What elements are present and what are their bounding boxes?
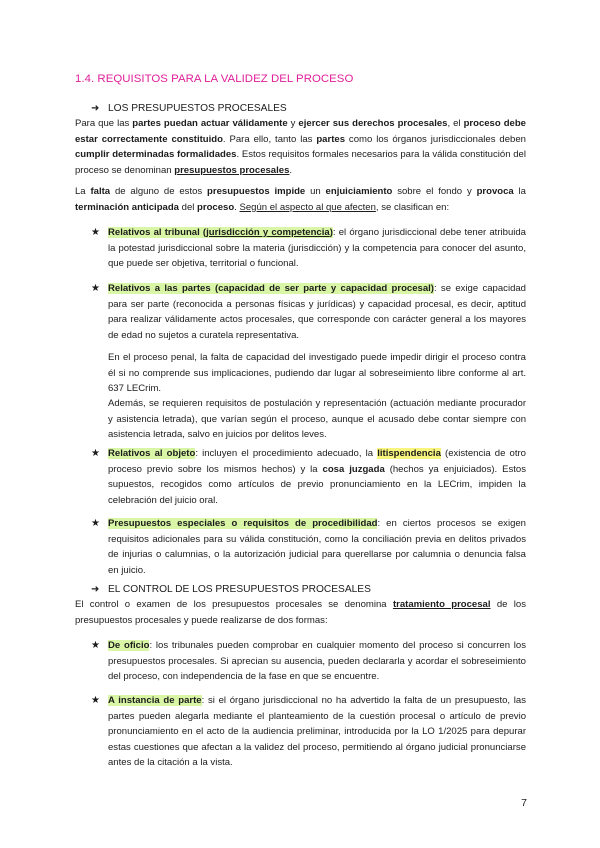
subheading-control: [91, 584, 371, 595]
star-icon: ★: [91, 695, 100, 706]
bullet-tribunal: Relativos al tribunal (jurisdicción y competencia): el órgano jurisdiccional debe tener atribuida la potestad jurisdiccional sobre la materia (jurisdicción) y la competencia para conocer del asunto, que puede ser objetiva, territorial o funcional.: [108, 227, 526, 269]
star-icon: ★: [91, 283, 100, 294]
right-arrow-icon: ➜: [91, 103, 100, 114]
intro-paragraph: Para que las partes puedan actuar válidamente y ejercer sus derechos procesales, el proceso debe estar correctamente constituido. Para ello, tanto las partes como los órganos jurisdiccionales deben cumplir determinadas formalidades. Estos requisitos formales necesarios para la válida constitución del proceso se denominan presupuestos procesales.: [75, 118, 526, 176]
bullet-de-oficio: De oficio: los tribunales pueden comprobar en cualquier momento del proceso si concurren los presupuestos procesales. Si aprecian su ausencia, pueden declararla y acordar el sobreseimiento del proceso, con independencia de la fase en que se encuentre.: [108, 640, 526, 682]
page-number: 7: [521, 797, 527, 809]
control-paragraph: El control o examen de los presupuestos procesales se denomina tratamiento procesal de los presupuestos procesales y puede realizarse de dos formas:: [75, 599, 526, 626]
star-icon: ★: [91, 518, 100, 529]
subheading-control-label: EL CONTROL DE LOS PRESUPUESTOS PROCESALES: [108, 584, 371, 595]
subheading-presupuestos-label: LOS PRESUPUESTOS PROCESALES: [108, 103, 287, 114]
bullet-instancia-parte: A instancia de parte: si el órgano jurisdiccional no ha advertido la falta de un presupuesto, las partes pueden alegarla mediante el planteamiento de la cuestión procesal o artículo de previo pronunciamiento en el acto de la audiencia preliminar, introducida por la LO 1/2025 para depurar estas cuestiones que afectan a la validez del proceso, permitiendo al órgano judicial pronunciarse antes de la citación a la vista.: [108, 695, 526, 768]
bullet-objeto: Relativos al objeto: incluyen el procedimiento adecuado, la litispendencia (existencia de otro proceso previo sobre los mismos hechos) y la cosa juzgada (hechos ya enjuiciados). Estos supuestos, recogidos como artículos de previo pronunciamiento en la LECrim, impiden la celebración del juicio oral.: [108, 448, 526, 506]
star-icon: ★: [91, 640, 100, 651]
right-arrow-icon: ➜: [91, 584, 100, 595]
bullet-partes-penal: En el proceso penal, la falta de capacidad del investigado puede impedir dirigir el proceso contra él si no comprende sus implicaciones, pudiendo dar lugar al sobreseimiento libre conforme al art. 637 LECrim.: [108, 352, 526, 394]
star-icon: ★: [91, 448, 100, 459]
falta-paragraph: La falta de alguno de estos presupuestos impide un enjuiciamiento sobre el fondo y provoca la terminación anticipada del proceso. Según el aspecto al que afecten, se clasifican en:: [75, 186, 526, 213]
star-icon: ★: [91, 227, 100, 238]
section-heading: 1.4. REQUISITOS PARA LA VALIDEZ DEL PROCESO: [75, 73, 354, 85]
bullet-partes: Relativos a las partes (capacidad de ser parte y capacidad procesal): se exige capacidad para ser parte (reconocida a personas físicas y jurídicas) y capacidad procesal, es decir, aptitud para realizar válidamente actos procesales, que corresponde con carácter general a los mayores de edad no sujetos a curatela representativa.: [108, 283, 526, 341]
bullet-especiales: Presupuestos especiales o requisitos de procedibilidad: en ciertos procesos se exigen requisitos adicionales para su válida constitución, como la conciliación previa en delitos privados de injurias o calumnias, o la autorización judicial para querellarse por calumnia o denuncia falsa en juicio.: [108, 518, 526, 576]
subheading-presupuestos: [91, 103, 287, 114]
bullet-partes-postulacion: Además, se requieren requisitos de postulación y representación (actuación mediante procurador y asistencia letrada), que varían según el proceso, aunque el acusado debe contar siempre con asistencia letrada, salvo en juicios por delitos leves.: [108, 398, 526, 440]
